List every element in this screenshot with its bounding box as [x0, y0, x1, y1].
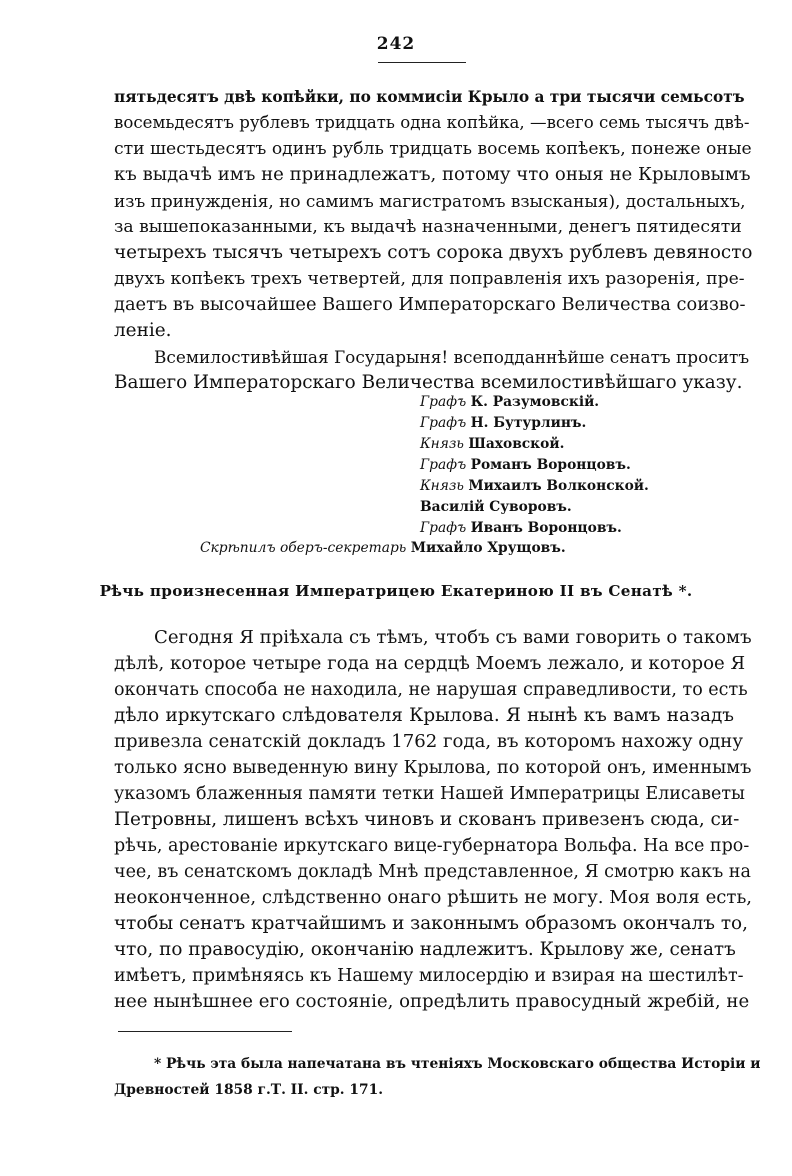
text-line: дѣло иркутскаго слѣдователя Крылова. Я нынѣ къ вамъ назадъ: [114, 705, 734, 726]
text-line: сти шестьдесятъ одинъ рубль тридцать восемь копѣекъ, понеже оные: [114, 139, 752, 159]
text-line: за вышепоказанными, къ выдачѣ назначенными, денегъ пятидесяти: [114, 217, 742, 237]
text-line: Всемилостивѣйшая Государыня! всеподданнѣйше сенатъ проситъ: [154, 347, 750, 367]
signature-name: Романъ Воронцовъ.: [470, 457, 631, 473]
signature-title: Князь: [420, 478, 464, 494]
signature-title: Князь: [420, 436, 464, 452]
text-line: восемьдесятъ рублевъ тридцать одна копѣйка, —всего семь тысячъ двѣ-: [114, 113, 750, 132]
signature: [420, 519, 622, 537]
text-line: Петровны, лишенъ всѣхъ чиновъ и скованъ привезенъ сюда, си-: [114, 809, 740, 830]
text-line: окончать способа не находила, не нарушая справедливости, то есть: [114, 680, 748, 700]
signature-title: Графъ: [420, 520, 467, 536]
signature-name: Иванъ Воронцовъ.: [470, 520, 622, 536]
text-line: имѣетъ, примѣняясь къ Нашему милосердію и взирая на шестилѣт-: [114, 966, 744, 986]
signature: [420, 498, 572, 516]
text-line: пятьдесятъ двѣ копѣйки, по коммисіи Крыло а три тысячи семьсотъ: [114, 88, 745, 106]
signature-name: Шаховской.: [468, 436, 565, 452]
text-line: Сегодня Я пріѣхала съ тѣмъ, чтобъ съ вами говорить о такомъ: [154, 627, 752, 648]
signature: [420, 477, 649, 495]
signature: [420, 393, 599, 411]
signature-title: Графъ: [420, 457, 467, 473]
signature-name: Василій Суворовъ.: [420, 499, 572, 515]
signature: [420, 414, 586, 432]
text-line: указомъ блаженныя памяти тетки Нашей Императрицы Елисаветы: [114, 784, 745, 804]
text-line: къ выдачѣ имъ не принадлежатъ, потому что оныя не Крыловымъ: [114, 164, 751, 185]
text-line: что, по правосудію, окончанію надлежитъ. Крылову же, сенатъ: [114, 939, 736, 960]
text-line: рѣчь, арестованіе иркутскаго вице-губернатора Вольфа. На все про-: [114, 836, 750, 856]
text-line: двухъ копѣекъ трехъ четвертей, для поправленія ихъ разоренія, пре-: [114, 269, 745, 289]
footnote-line: Древностей 1858 г.Т. II. стр. 171.: [114, 1082, 383, 1098]
signature-name: К. Разумовскій.: [470, 394, 600, 410]
page-number: 242: [376, 34, 416, 54]
certification-name: Михайло Хрущовъ.: [410, 540, 566, 556]
text-line: четырехъ тысячъ четырехъ сотъ сорока двухъ рублевъ девяносто: [114, 242, 753, 263]
signature-name: Михаилъ Волконской.: [468, 478, 649, 494]
text-line: даетъ въ высочайшее Вашего Императорскаго Величества соизво-: [114, 294, 746, 315]
text-line: Вашего Императорскаго Величества всемилостивѣйшаго указу.: [114, 372, 743, 393]
signature-title: Графъ: [420, 394, 467, 410]
text-line: дѣлѣ, которое четыре года на сердцѣ Моемъ лежало, и которое Я: [114, 653, 746, 674]
signature-name: Н. Бутурлинъ.: [470, 415, 587, 431]
text-line: изъ принужденія, но самимъ магистратомъ взысканыя), достальныхъ,: [114, 191, 746, 211]
text-line: неоконченное, слѣдственно онаго рѣшить не могу. Моя воля есть,: [114, 887, 753, 908]
text-line: только ясно выведенную вину Крылова, по которой онъ, именнымъ: [114, 757, 752, 778]
page-number-rule: [378, 62, 466, 63]
text-line: чтобы сенатъ кратчайшимъ и законнымъ образомъ окончалъ то,: [114, 913, 748, 934]
certification-line: [200, 540, 566, 556]
text-line: привезла сенатскій докладъ 1762 года, въ которомъ нахожу одну: [114, 731, 743, 752]
signature: [420, 456, 631, 474]
signature: [420, 435, 564, 453]
text-line: чее, въ сенатскомъ докладѣ Мнѣ представленное, Я смотрю какъ на: [114, 862, 751, 882]
text-line: нее нынѣшнее его состояніе, опредѣлить правосудный жребій, не: [114, 991, 750, 1012]
certification-label: Скрѣпилъ оберъ-секретарь: [200, 540, 407, 556]
speech-heading: Рѣчь произнесенная Императрицею Екатериною II въ Сенатѣ *.: [99, 582, 693, 600]
signature-title: Графъ: [420, 415, 467, 431]
footnote-rule: [118, 1031, 292, 1032]
text-line: леніе.: [114, 320, 172, 341]
footnote-line: * Рѣчь эта была напечатана въ чтеніяхъ Московскаго общества Исторіи и: [154, 1056, 761, 1072]
